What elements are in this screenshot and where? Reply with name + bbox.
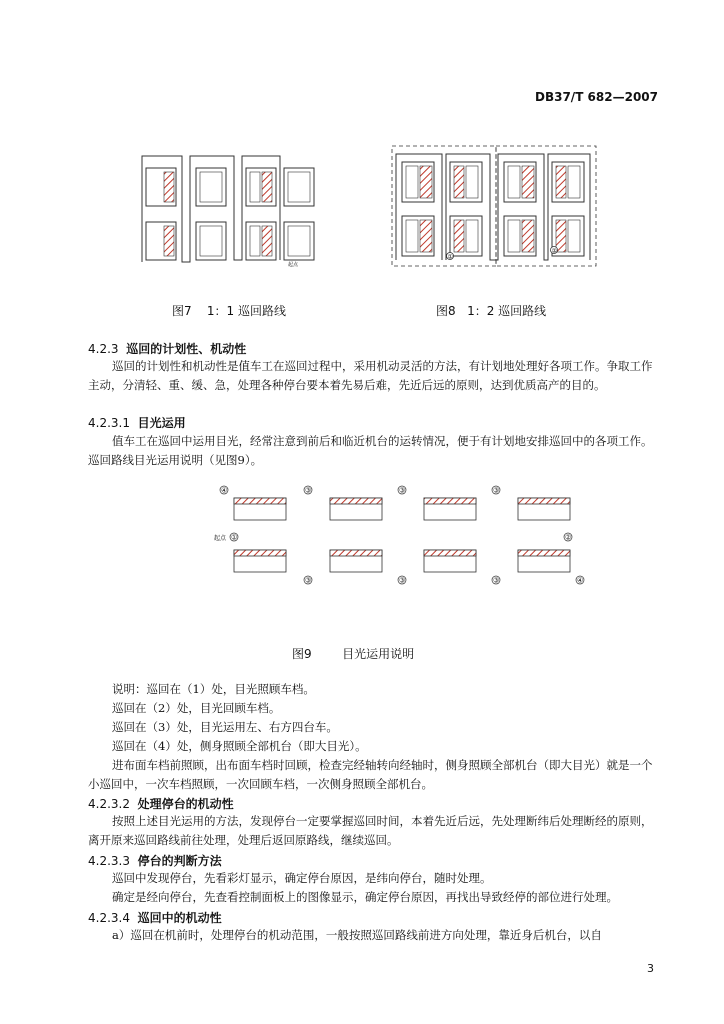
marker-1: ① — [447, 253, 453, 261]
start-label-7: 起点 — [288, 262, 299, 268]
page-number: 3 — [647, 962, 654, 975]
fig9-top-m3a: ③ — [305, 486, 312, 495]
figure-7-caption: 图7 1：1 巡回路线 — [172, 304, 286, 318]
fig9-bot-m4: ④ — [577, 576, 584, 585]
section-4-2-3-1-heading: 4.2.3.1 目光运用 — [88, 416, 186, 430]
section-4-2-3-2-heading: 4.2.3.2 处理停台的机动性 — [88, 797, 234, 811]
section-4-2-3-3-para-1: 巡回中发现停台，先看彩灯显示，确定停台原因，是纬向停台，随时处理。 — [112, 871, 492, 885]
explain-line-1: 说明：巡回在（1）处，目光照顾车档。 — [112, 682, 315, 696]
fig9-start-label: 起点 — [214, 535, 227, 542]
figure-7-diagram — [138, 150, 318, 270]
fig9-top-m3c: ③ — [493, 486, 500, 495]
section-4-2-3-4-para: a）巡回在机前时，处理停台的机动范围，一般按照巡回路线前进方向处理，靠近身后机台，以自 — [112, 928, 602, 942]
figure-9-caption: 图9 目光运用说明 — [292, 647, 415, 661]
section-4-2-3-2-para: 按照上述目光运用的方法，发现停台一定要掌握巡回时间，本着先近后远，先处理断纬后处理断经的原则，离开原来巡回路线前往处理，处理后返回原路线，继续巡回。 — [88, 814, 653, 847]
fig9-top-m3b: ③ — [399, 486, 406, 495]
section-4-2-3-4-heading: 4.2.3.4 巡回中的机动性 — [88, 911, 222, 925]
figure-9-diagram — [212, 484, 592, 590]
explain-line-2: 巡回在（2）处，目光回顾车档。 — [112, 701, 281, 715]
marker-2: ② — [551, 247, 557, 255]
fig9-m2: ② — [565, 533, 572, 542]
explain-line-3: 巡回在（3）处，目光运用左、右方四台车。 — [112, 720, 338, 734]
figure-8-caption: 图8 1：2 巡回路线 — [436, 304, 547, 318]
fig9-top-m4: ④ — [221, 486, 228, 495]
fig9-bot-m3b: ③ — [399, 576, 406, 585]
section-4-2-3-3-para-2: 确定是经向停台，先查看控制面板上的图像显示，确定停台原因，再找出导致经停的部位进行处理。 — [112, 890, 618, 904]
standard-code: DB37/T 682—2007 — [535, 90, 658, 104]
fig9-bot-m3c: ③ — [493, 576, 500, 585]
section-4-2-3-1-para: 值车工在巡回中运用目光，经常注意到前后和临近机台的运转情况，便于有计划地安排巡回中的各项工作。巡回路线目光运用说明（见图9）。 — [88, 434, 653, 467]
section-4-2-3-3-heading: 4.2.3.3 停台的判断方法 — [88, 854, 222, 868]
explain-para: 进布面车档前照顾，出布面车档时回顾，检查完经轴转向经轴时，侧身照顾全部机台（即大目光）就是一个小巡回中，一次车档照顾，一次回顾车档，一次侧身照顾全部机台。 — [88, 758, 653, 791]
figure-8-diagram — [390, 142, 602, 272]
explain-line-4: 巡回在（4）处，侧身照顾全部机台（即大目光）。 — [112, 739, 367, 753]
fig9-bot-m3a: ③ — [305, 576, 312, 585]
fig9-m1: ① — [231, 533, 238, 542]
section-4-2-3-heading: 4.2.3 巡回的计划性、机动性 — [88, 342, 247, 356]
section-4-2-3-para: 巡回的计划性和机动性是值车工在巡回过程中，采用机动灵活的方法，有计划地处理好各项工作。争取工作主动，分清轻、重、缓、急，处理各种停台要本着先易后难，先近后远的原则，达到优质高产的目的。 — [88, 359, 653, 392]
